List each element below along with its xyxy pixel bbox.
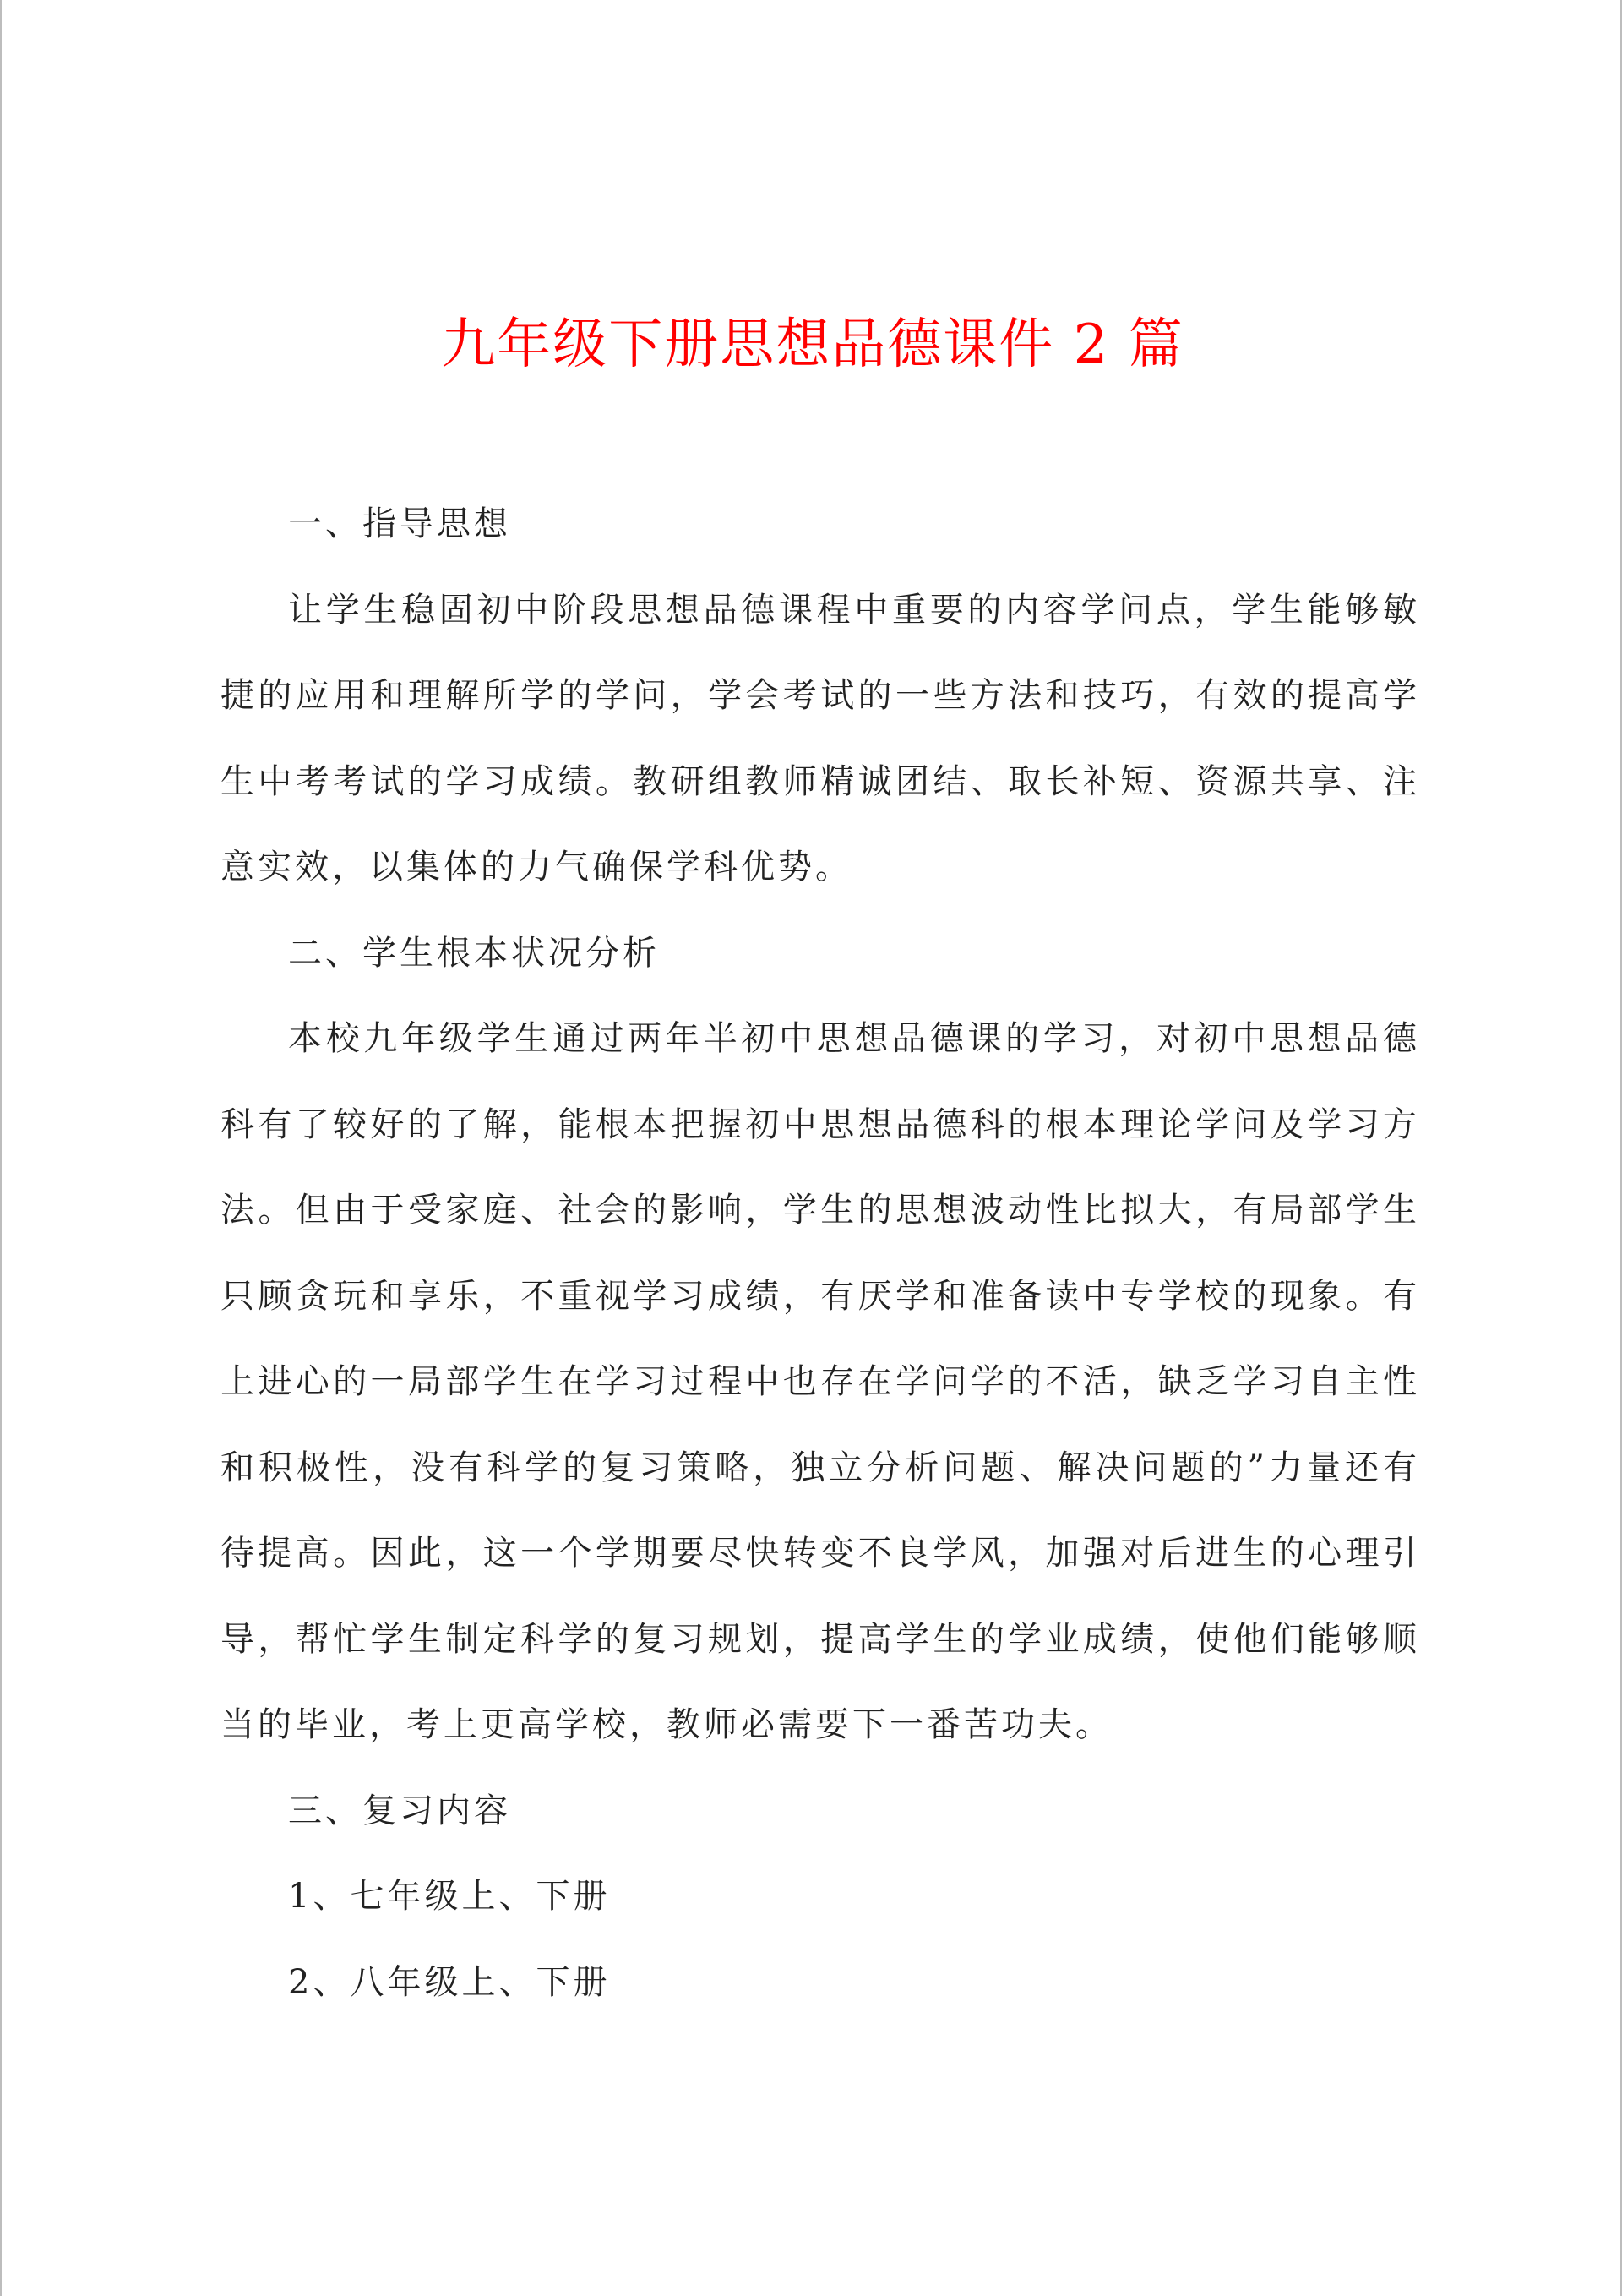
document-body xyxy=(220,482,1420,2026)
heading-review-content: 三、复习内容 xyxy=(288,1791,511,1830)
list-item-grade7: 1、七年级上、下册 xyxy=(288,1877,611,1916)
heading-student-analysis: 二、学生根本状况分析 xyxy=(288,933,660,973)
paragraph-student-analysis: 本校九年级学生通过两年半初中思想品德课的学习，对初中思想品德科有了较好的了解，能根本把握初中思想品德科的根本理论学问及学习方法。但由于受家庭、社会的影响，学生的思想波动性比拟大，有局部学生只顾贪玩和享乐，不重视学习成绩，有厌学和准备读中专学校的现象。有上进心的一局部学生在学习过程中也存在学问学的不活，缺乏学习自主性和积极性，没有科学的复习策略，独立分析问题、解决问题的”力量还有待提高。因此，这一个学期要尽快转变不良学风，加强对后进生的心理引导，帮忙学生制定科学的复习规划，提高学生的学业成绩，使他们能够顺当的毕业，考上更高学校，教师必需要下一番苦功夫。 xyxy=(220,1019,1420,1744)
document-title: 九年级下册思想品德课件 2 篇 xyxy=(441,314,1184,376)
paragraph-guiding-thought: 让学生稳固初中阶段思想品德课程中重要的内容学问点，学生能够敏捷的应用和理解所学的学问，学会考试的一些方法和技巧，有效的提高学生中考考试的学习成绩。教研组教师精诚团结、取长补短、资源共享、注意实效，以集体的力气确保学科优势。 xyxy=(220,590,1420,886)
list-item-grade8: 2、八年级上、下册 xyxy=(288,1962,611,2002)
heading-guiding-thought: 一、指导思想 xyxy=(288,504,511,543)
